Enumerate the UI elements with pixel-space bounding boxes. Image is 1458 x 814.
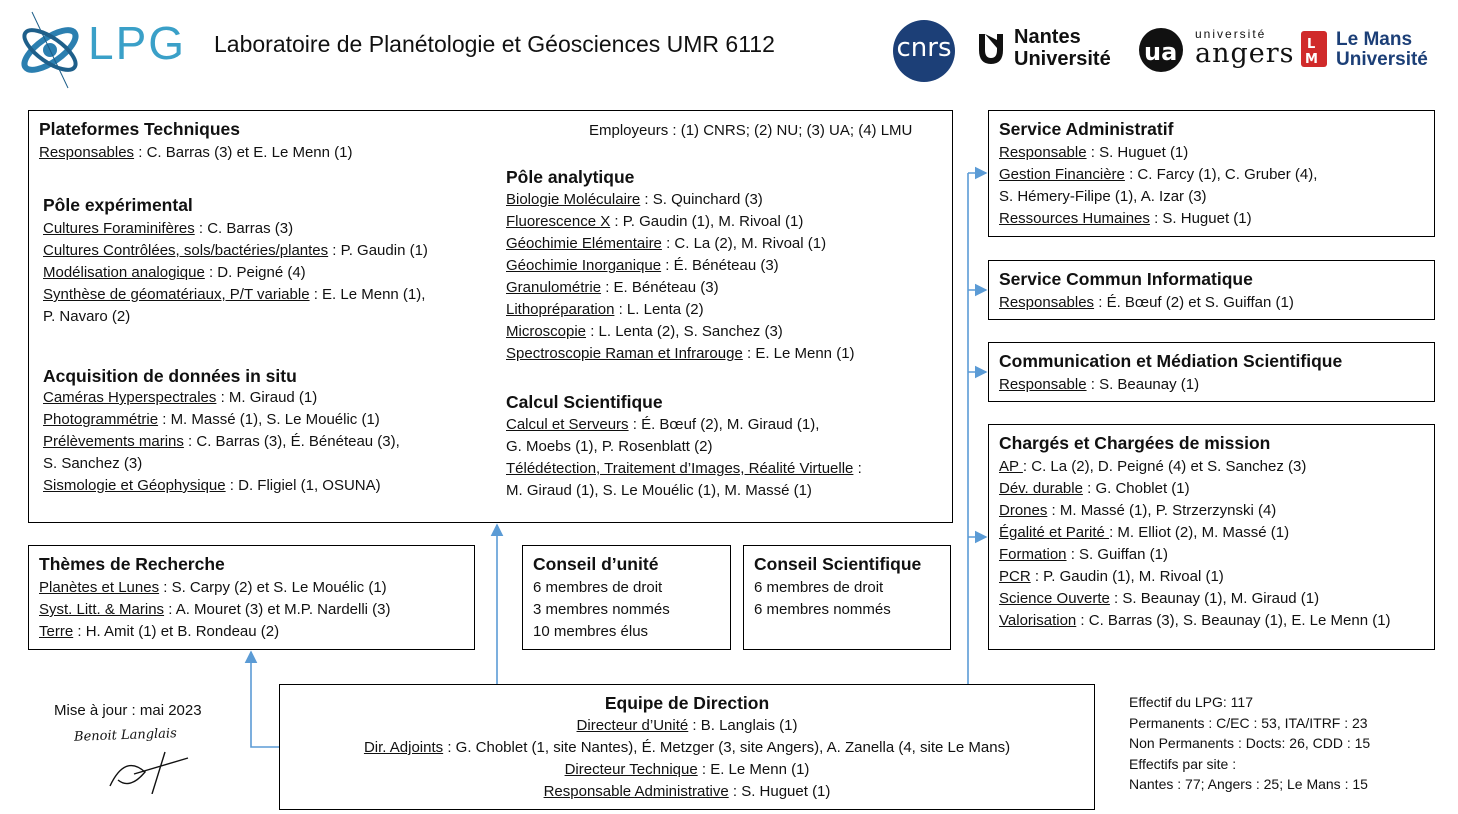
- stat-line: Nantes : 77; Angers : 25; Le Mans : 15: [1129, 776, 1368, 792]
- svg-text:ua: ua: [1144, 38, 1178, 66]
- list-item: Biologie Moléculaire : S. Quinchard (3): [506, 191, 763, 208]
- angers-big-text: angers: [1195, 38, 1295, 69]
- list-item: Géochimie Elémentaire : C. La (2), M. Rivoal (1): [506, 235, 827, 252]
- arrow-to-themes: [251, 652, 279, 747]
- conseil-unite-title: Conseil d’unité: [533, 554, 659, 574]
- list-item: 3 membres nommés: [533, 601, 670, 618]
- lemans-shield-icon: [1300, 30, 1328, 70]
- list-item: Syst. Litt. & Marins : A. Mouret (3) et M.P. Nardelli (3): [39, 601, 391, 618]
- lpg-logo: [14, 10, 194, 90]
- list-item: PCR : P. Gaudin (1), M. Rivoal (1): [999, 568, 1224, 585]
- list-item: M. Giraud (1), S. Le Mouélic (1), M. Massé (1): [506, 482, 812, 499]
- lpg-emblem-icon: [14, 10, 86, 90]
- list-item: S. Sanchez (3): [43, 455, 143, 472]
- list-item: Sismologie et Géophysique : D. Fligiel (1, OSUNA): [43, 477, 381, 494]
- list-item: Gestion Financière : C. Farcy (1), C. Gruber (4),: [999, 166, 1318, 183]
- list-item: Science Ouverte : S. Beaunay (1), M. Giraud (1): [999, 590, 1320, 607]
- list-item: Cultures Foraminifères : C. Barras (3): [43, 220, 294, 237]
- informatique-title: Service Commun Informatique: [999, 269, 1253, 289]
- nantes-line1: Nantes: [1014, 26, 1081, 48]
- list-item: Responsables : É. Bœuf (2) et S. Guiffan (1): [999, 294, 1294, 311]
- angers-small-text: université: [1195, 27, 1267, 41]
- list-item: Prélèvements marins : C. Barras (3), É. Bénéteau (3),: [43, 433, 400, 450]
- list-item: Drones : M. Massé (1), P. Strzerzynski (4): [999, 502, 1277, 519]
- nantes-logo: [976, 28, 1126, 72]
- list-item: 10 membres élus: [533, 623, 649, 640]
- nantes-line2: Université: [1014, 48, 1111, 70]
- lemans-line1: Le Mans: [1336, 29, 1413, 50]
- themes-title: Thèmes de Recherche: [39, 554, 225, 574]
- stat-line: Permanents : C/EC : 53, ITA/ITRF : 23: [1129, 714, 1368, 731]
- list-item: Valorisation : C. Barras (3), S. Beaunay (1), E. Le Menn (1): [999, 612, 1391, 629]
- stats-block: [1129, 692, 1370, 795]
- missions-title: Chargés et Chargées de mission: [999, 433, 1271, 453]
- list-item: P. Navaro (2): [43, 308, 131, 325]
- list-item: Terre : H. Amit (1) et B. Rondeau (2): [39, 623, 280, 640]
- signature-text: Benoit Langlais: [73, 726, 178, 745]
- pole-experimental-title: Pôle expérimental: [43, 195, 193, 215]
- list-item: Directeur d’Unité : B. Langlais (1): [576, 717, 798, 734]
- list-item: Caméras Hyperspectrales : M. Giraud (1): [43, 389, 318, 406]
- communication-title: Communication et Médiation Scientifique: [999, 351, 1343, 371]
- cnrs-logo-text: cnrs: [896, 33, 952, 63]
- list-item: Responsable Administrative : S. Huguet (1): [543, 783, 831, 800]
- list-item: 6 membres nommés: [754, 601, 891, 618]
- plateformes-title: Plateformes Techniques: [39, 119, 240, 139]
- angers-logo: [1135, 22, 1295, 74]
- calcul-title: Calcul Scientifique: [506, 392, 663, 412]
- list-item: Modélisation analogique : D. Peigné (4): [43, 264, 306, 281]
- signature: [70, 724, 220, 794]
- direction-title: Equipe de Direction: [604, 693, 770, 713]
- page-title: Laboratoire de Planétologie et Géosciences UMR 6112: [214, 31, 775, 57]
- list-item: Responsable : S. Beaunay (1): [999, 376, 1200, 393]
- list-item: 6 membres de droit: [754, 579, 884, 596]
- list-item: G. Moebs (1), P. Rosenblatt (2): [506, 438, 713, 455]
- update-date: Mise à jour : mai 2023: [54, 702, 202, 719]
- list-item: Planètes et Lunes : S. Carpy (2) et S. Le Mouélic (1): [39, 579, 387, 596]
- pole-analytique-title: Pôle analytique: [506, 167, 635, 187]
- insitu-title: Acquisition de données in situ: [43, 366, 297, 386]
- lemans-line2: Université: [1336, 49, 1428, 70]
- stat-line: Effectif du LPG: 117: [1129, 694, 1254, 710]
- ua-emblem-icon: [1135, 22, 1191, 74]
- list-item: Cultures Contrôlées, sols/bactéries/plantes : P. Gaudin (1): [43, 242, 428, 259]
- employeurs-legend: Employeurs : (1) CNRS; (2) NU; (3) UA; (4) LMU: [589, 122, 913, 139]
- lpg-logo-text: LPG: [88, 17, 187, 69]
- list-item: Fluorescence X : P. Gaudin (1), M. Rivoal (1): [506, 213, 804, 230]
- stat-line: Effectifs par site :: [1129, 755, 1237, 772]
- list-item: Dév. durable : G. Choblet (1): [999, 480, 1190, 497]
- plateformes-responsables: Responsables : C. Barras (3) et E. Le Menn (1): [39, 144, 353, 161]
- list-item: Formation : S. Guiffan (1): [999, 546, 1168, 563]
- lemans-logo: [1300, 30, 1440, 74]
- list-item: 6 membres de droit: [533, 579, 663, 596]
- list-item: Lithopréparation : L. Lenta (2): [506, 301, 704, 318]
- list-item: Photogrammétrie : M. Massé (1), S. Le Mouélic (1): [43, 411, 380, 428]
- list-item: Responsable : S. Huguet (1): [999, 144, 1189, 161]
- list-item: AP : C. La (2), D. Peigné (4) et S. Sanchez (3): [999, 458, 1307, 475]
- list-item: Microscopie : L. Lenta (2), S. Sanchez (3): [506, 323, 783, 340]
- list-item: Ressources Humaines : S. Huguet (1): [999, 210, 1252, 227]
- list-item: Granulométrie : E. Bénéteau (3): [506, 279, 719, 296]
- list-item: Géochimie Inorganique : É. Bénéteau (3): [506, 257, 779, 274]
- conseil-scientifique-title: Conseil Scientifique: [754, 554, 922, 574]
- nantes-n-icon: [976, 30, 1006, 68]
- list-item: Calcul et Serveurs : É. Bœuf (2), M. Giraud (1),: [506, 416, 820, 433]
- list-item: Directeur Technique : E. Le Menn (1): [564, 761, 810, 778]
- list-item: Égalité et Parité : M. Elliot (2), M. Massé (1): [999, 524, 1290, 541]
- list-item: S. Hémery-Filipe (1), A. Izar (3): [999, 188, 1207, 205]
- stat-line: Non Permanents : Docts: 26, CDD : 15: [1129, 735, 1371, 751]
- list-item: Dir. Adjoints : G. Choblet (1, site Nantes), É. Metzger (3, site Angers), A. Zanella (4, site Le Mans): [363, 739, 1011, 756]
- cnrs-logo: [893, 20, 955, 82]
- svg-text:M: M: [1305, 52, 1318, 67]
- svg-text:L: L: [1307, 37, 1316, 52]
- list-item: Synthèse de géomatériaux, P/T variable : E. Le Menn (1),: [43, 286, 426, 303]
- list-item: Télédétection, Traitement d’Images, Réalité Virtuelle :: [506, 460, 862, 477]
- list-item: Spectroscopie Raman et Infrarouge : E. Le Menn (1): [506, 345, 855, 362]
- service-admin-title: Service Administratif: [999, 119, 1174, 139]
